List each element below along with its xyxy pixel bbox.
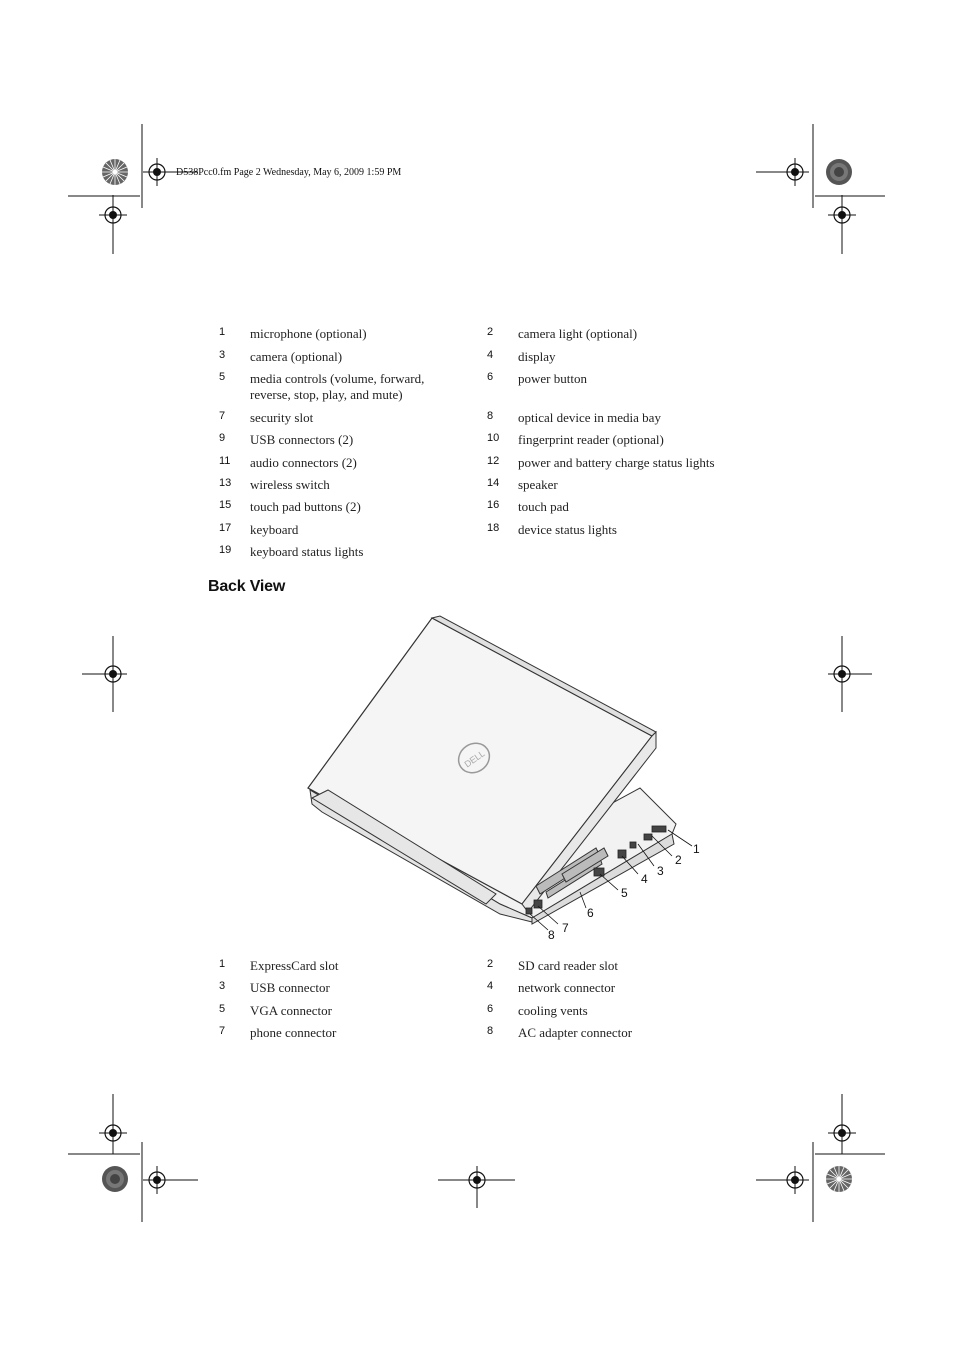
callout-7: 7 (562, 921, 569, 935)
legend-number: 4 (487, 980, 494, 992)
callout-8: 8 (548, 928, 555, 942)
legend-number: 1 (219, 958, 226, 970)
legend-label: touch pad (518, 499, 569, 514)
legend-label: wireless switch (250, 477, 330, 492)
legend-number: 1 (219, 326, 226, 338)
legend-number: 8 (487, 410, 494, 422)
legend-label: touch pad buttons (2) (250, 499, 361, 514)
legend-row (210, 958, 730, 980)
legend-number: 2 (487, 958, 494, 970)
legend-number: 5 (219, 371, 226, 383)
legend-label: network connector (518, 980, 616, 995)
legend-label: power button (518, 371, 587, 386)
laptop-back-view-illustration (300, 612, 720, 952)
section-heading-back-view: Back View (208, 578, 286, 595)
legend-number: 12 (487, 455, 500, 467)
legend-number: 11 (219, 455, 231, 467)
legend-number: 5 (219, 1003, 226, 1015)
legend-label: VGA connector (250, 1003, 332, 1018)
callout-4: 4 (641, 872, 648, 886)
legend-row (210, 1025, 730, 1047)
legend-row (210, 980, 730, 1002)
callout-2: 2 (675, 853, 682, 867)
legend-label: security slot (250, 410, 314, 425)
legend-label: device status lights (518, 522, 617, 537)
legend-label: speaker (518, 477, 558, 492)
legend-row (210, 349, 730, 371)
legend-row (210, 1003, 730, 1025)
legend-label: display (518, 349, 556, 364)
legend-number: 4 (487, 349, 494, 361)
legend-label: keyboard status lights (250, 544, 364, 559)
legend-number: 7 (219, 410, 226, 422)
legend-number: 17 (219, 522, 232, 534)
legend-number: 7 (219, 1025, 226, 1037)
legend-label: SD card reader slot (518, 958, 618, 973)
legend-label: microphone (optional) (250, 326, 367, 341)
legend-number: 6 (487, 371, 494, 383)
legend-number: 15 (219, 499, 232, 511)
legend-number: 6 (487, 1003, 494, 1015)
legend-row (210, 410, 730, 432)
legend-number: 8 (487, 1025, 494, 1037)
legend-label: power and battery charge status lights (518, 455, 715, 470)
legend-label: audio connectors (2) (250, 455, 357, 470)
callout-3: 3 (657, 864, 664, 878)
legend-number: 2 (487, 326, 494, 338)
legend-label: USB connectors (2) (250, 432, 354, 447)
legend-number: 13 (219, 477, 232, 489)
legend-number: 10 (487, 432, 500, 444)
legend-row (210, 477, 730, 499)
legend-number: 19 (219, 544, 232, 556)
legend-row (210, 432, 730, 454)
legend-row (210, 455, 730, 477)
legend-row (210, 544, 730, 566)
dell-logo-text: DELL (462, 748, 487, 770)
legend-label: USB connector (250, 980, 330, 995)
legend-label: optical device in media bay (518, 410, 661, 425)
legend-number: 16 (487, 499, 500, 511)
legend-label: keyboard (250, 522, 299, 537)
legend-label: camera light (optional) (518, 326, 638, 341)
callout-6: 6 (587, 906, 594, 920)
legend-label: media controls (volume, forward, reverse, stop, play, and mute) (250, 371, 425, 402)
legend-number: 9 (219, 432, 226, 444)
legend-row (210, 499, 730, 521)
file-info-header: D538Pcc0.fm Page 2 Wednesday, May 6, 2009 1:59 PM (176, 167, 402, 178)
legend-label: fingerprint reader (optional) (518, 432, 664, 447)
legend-label: camera (optional) (250, 349, 343, 364)
legend-label: phone connector (250, 1025, 337, 1040)
legend-row (210, 522, 730, 544)
legend-label: AC adapter connector (518, 1025, 633, 1040)
legend-number: 3 (219, 349, 226, 361)
callout-1: 1 (693, 842, 700, 856)
legend-row (210, 326, 730, 348)
legend-label: cooling vents (518, 1003, 588, 1018)
legend-number: 3 (219, 980, 226, 992)
legend-number: 18 (487, 522, 500, 534)
legend-number: 14 (487, 477, 500, 489)
callout-5: 5 (621, 886, 628, 900)
legend-label: ExpressCard slot (250, 958, 339, 973)
legend-row (210, 371, 730, 409)
